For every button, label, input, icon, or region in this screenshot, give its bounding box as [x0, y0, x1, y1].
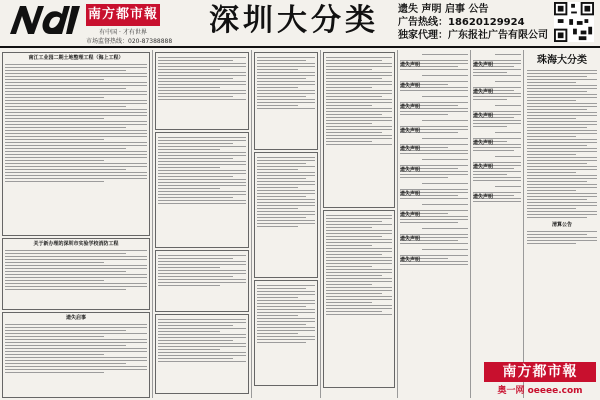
- notice-item: 遗失声明: [473, 129, 521, 136]
- notice-item: 遗失声明: [400, 156, 468, 163]
- column-1: [0, 50, 153, 398]
- hotline-text: 市场监督热线：020-87388888: [86, 38, 173, 45]
- ad-block: [2, 312, 150, 398]
- notice-item: 遗失声明: [400, 93, 468, 100]
- ad-block: [155, 250, 249, 312]
- ad-block: [254, 52, 318, 150]
- ad-block: [254, 152, 318, 278]
- ad-heading: 关于新办理的深圳市实验学校消防工程: [33, 241, 119, 247]
- liquidation-heading: 清算公告: [551, 222, 572, 228]
- column-6: [471, 50, 524, 398]
- notice-item: 遗失声明: [473, 51, 521, 58]
- notice-item: 遗失声明: [473, 153, 521, 160]
- ad-block: [323, 52, 395, 208]
- column-zhuhai: [524, 50, 600, 398]
- footer-url: 奥一网 oeeee.com: [497, 386, 583, 396]
- header-divider: [0, 46, 600, 48]
- brand-logo: 南方都市報: [86, 4, 160, 26]
- notice-item: 遗失声明: [400, 225, 468, 232]
- ad-block: [2, 238, 150, 310]
- notice-item: 遗失声明: [400, 246, 468, 253]
- notice-item: 遗失声明: [400, 51, 468, 58]
- notice-item: 遗失声明: [400, 201, 468, 208]
- ad-block: [2, 52, 150, 236]
- ad-heading: 南江工业园二期土地整理工程（海上工程）: [28, 55, 124, 61]
- qr-code-icon: [554, 2, 594, 42]
- footer-brand-logo: 南方都市報: [484, 362, 596, 382]
- page-title: 深圳大分类: [209, 3, 379, 38]
- notice-item: 遗失声明: [473, 78, 521, 85]
- ad-block: [155, 314, 249, 394]
- column-4: [321, 50, 398, 398]
- notice-item: 遗失声明: [400, 117, 468, 124]
- category-title: 遗失 声明 启事 公告: [398, 4, 489, 15]
- agent-text: 独家代理：广东报社广告有限公司: [398, 30, 548, 41]
- ad-block: [323, 210, 395, 388]
- ad-block: [155, 52, 249, 130]
- notice-item: 遗失声明: [400, 72, 468, 79]
- zhuhai-title: 珠海大分类: [537, 55, 587, 66]
- ad-block: [254, 280, 318, 386]
- notice-item: 遗失声明: [400, 180, 468, 187]
- notice-item: 遗失声明: [473, 102, 521, 109]
- column-2: [153, 50, 252, 398]
- notice-item: 遗失声明: [400, 135, 468, 142]
- notice-item: 遗失声明: [473, 183, 521, 190]
- slogan: 有中国 · 才有世界: [99, 29, 147, 36]
- column-5: [398, 50, 471, 398]
- header-info: [398, 3, 548, 42]
- column-3: [252, 50, 321, 398]
- nd-logo-icon: [6, 2, 82, 38]
- ad-block: [155, 132, 249, 248]
- ad-heading: 遗失启事: [65, 315, 86, 321]
- ad-phone: 广告热线：18620129924: [398, 17, 525, 28]
- page-header: [0, 0, 600, 44]
